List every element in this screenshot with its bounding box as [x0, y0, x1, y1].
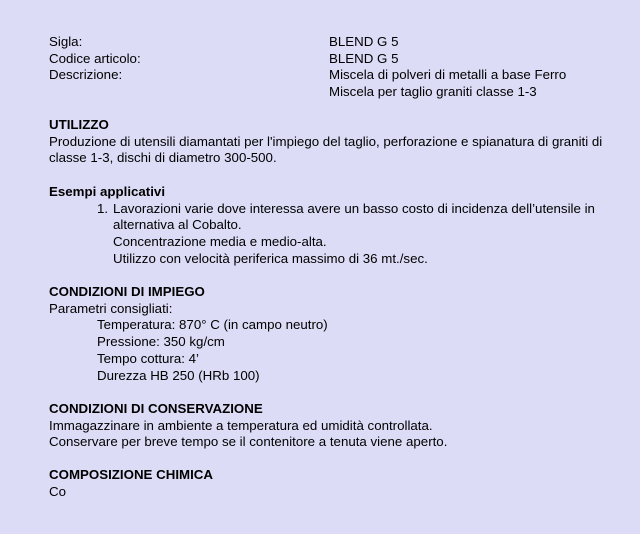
impiego-param: Durezza HB 250 (HRb 100): [97, 367, 260, 383]
sigla-label: Sigla:: [49, 34, 83, 49]
descrizione-value: Miscela di polveri di metalli a base Ferro: [329, 67, 567, 83]
esempi-sub-line: Concentrazione media e medio-alta.: [113, 234, 327, 250]
impiego-param: Pressione: 350 kg/cm: [97, 334, 225, 350]
header-table: [49, 34, 630, 101]
utilizzo-heading: UTILIZZO: [49, 117, 109, 132]
section-composizione: [49, 467, 630, 500]
header-row-descrizione: [49, 67, 630, 84]
header-row-codice: [49, 51, 630, 68]
utilizzo-text: Produzione di utensili diamantati per l'impiego del taglio, perforazione e spianatura di graniti di classe 1-3, dischi di diametro 300-500.: [49, 133, 603, 166]
list-item-text: Lavorazioni varie dove interessa avere un basso costo di incidenza dell’utensile in alternativa al Cobalto.: [113, 200, 595, 233]
section-impiego: [49, 284, 630, 384]
sigla-value: BLEND G 5: [329, 34, 399, 49]
composizione-heading: COMPOSIZIONE CHIMICA: [49, 467, 213, 482]
impiego-param: Tempo cottura: 4’: [97, 350, 199, 366]
composizione-value: Co: [49, 483, 66, 499]
impiego-param: Temperatura: 870° C (in campo neutro): [97, 317, 328, 333]
esempi-sub-line: Utilizzo con velocità periferica massimo di 36 mt./sec.: [113, 250, 428, 266]
descrizione-value-2: Miscela per taglio graniti classe 1-3: [329, 84, 537, 100]
impiego-heading: CONDIZIONI DI IMPIEGO: [49, 284, 205, 299]
impiego-intro: Parametri consigliati:: [49, 300, 173, 316]
conservazione-line: Immagazzinare in ambiente a temperatura ed umidità controllata.: [49, 417, 433, 433]
list-item-number: 1.: [97, 200, 109, 216]
esempi-heading: Esempi applicativi: [49, 184, 166, 199]
header-row-sigla: [49, 34, 630, 51]
section-esempi: [49, 184, 630, 268]
esempi-list: [49, 201, 630, 234]
section-conservazione: [49, 401, 630, 451]
esempi-list-item: [49, 201, 630, 234]
section-utilizzo: [49, 117, 630, 167]
conservazione-line: Conservare per breve tempo se il contenitore a tenuta viene aperto.: [49, 434, 448, 450]
codice-value: BLEND G 5: [329, 50, 399, 66]
conservazione-heading: CONDIZIONI DI CONSERVAZIONE: [49, 401, 263, 416]
header-row-descrizione-2: [49, 84, 630, 101]
codice-label: Codice articolo:: [49, 50, 141, 66]
descrizione-label: Descrizione:: [49, 67, 123, 83]
